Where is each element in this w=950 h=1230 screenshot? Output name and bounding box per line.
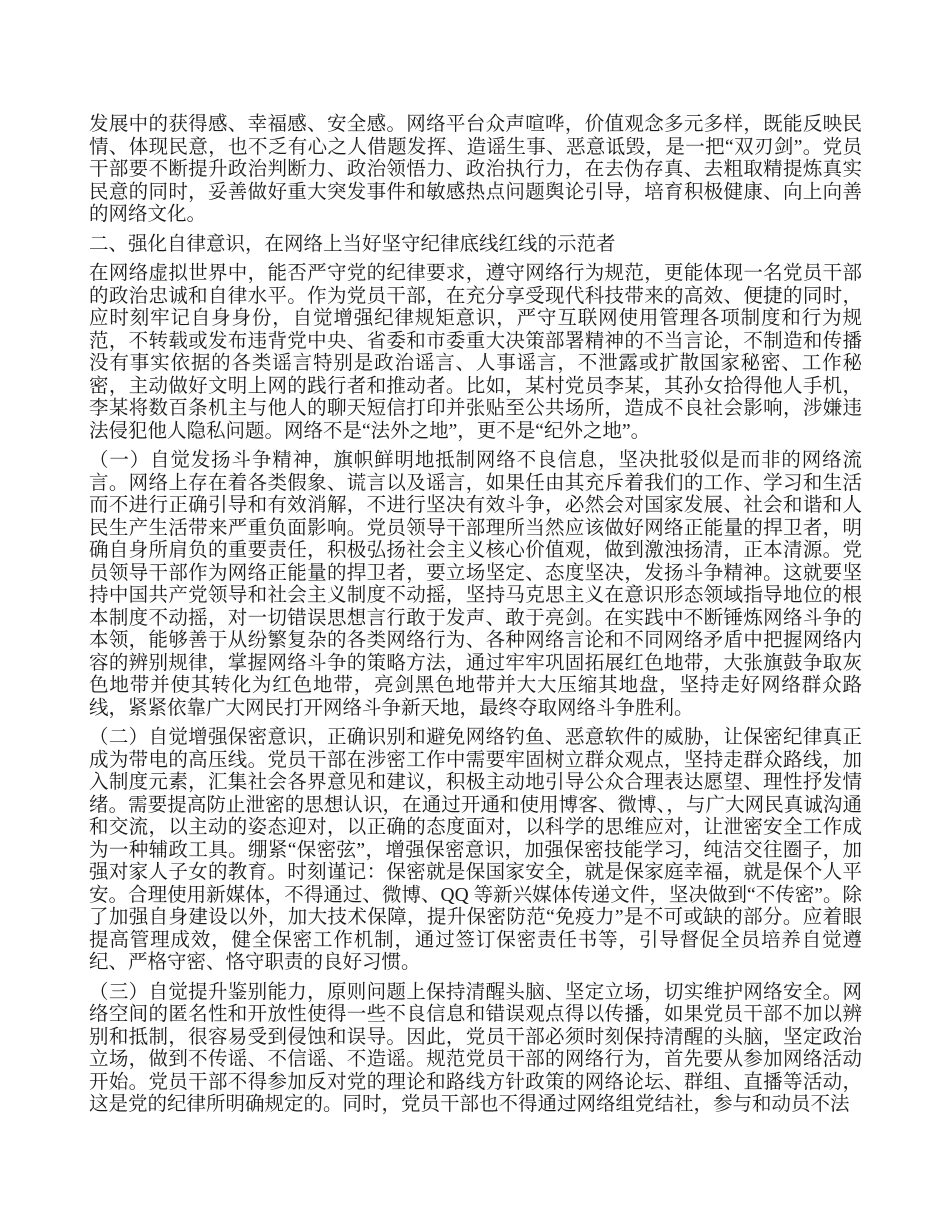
paragraph-point-three-discernment: （三）自觉提升鉴别能力，原则问题上保持清醒头脑、坚定立场，切实维护网络安全。网络空间的匿名性和开放性使得一些不良信息和错误观点得以传播，如果党员干部不加以辨别和抵制，很容易受到侵蚀和误导。因此，党员干部必须时刻保持清醒的头脑，坚定政治立场，做到不传谣、不信谣、不造谣。规范党员干部的网络行为，首先要从参加网络活动开始。党员干部不得参加反对党的理论和路线方针政策的网络论坛、群组、直播等活动，这是党的纪律所明确规定的。同时，党员干部也不得通过网络组党结社，参与和动员不法: [89, 981, 862, 1115]
paragraph-point-one-struggle-spirit: （一）自觉发扬斗争精神，旗帜鲜明地抵制网络不良信息，坚决批驳似是而非的网络流言。网络上存在着各类假象、谎言以及谣言，如果任由其充斥着我们的工作、学习和生活而不进行正确引导和有效消解，不进行坚决有效斗争，必然会对国家发展、社会和谐和人民生产生活带来严重负面影响。党员领导干部理所当然应该做好网络正能量的捍卫者，明确自身所肩负的重要责任，积极弘扬社会主义核心价值观，做到激浊扬清，正本清源。党员领导干部作为网络正能量的捍卫者，要立场坚定、态度坚决，发扬斗争精神。这就要坚持中国共产党领导和社会主义制度不动摇，坚持马克思主义在意识形态领域指导地位的根本制度不动摇，对一切错误思想言行敢于发声、敢于亮剑。在实践中不断锤炼网络斗争的本领，能够善于从纷繁复杂的各类网络行为、各种网络言论和不同网络矛盾中把握网络内容的辨别规律，掌握网络斗争的策略方法，通过牢牢巩固拓展红色地带，大张旗鼓争取灰色地带并使其转化为红色地带，亮剑黑色地带并大大压缩其地盘，坚持走好网络群众路线，紧紧依靠广大网民打开网络斗争新天地，最终夺取网络斗争胜利。: [89, 450, 862, 719]
paragraph-point-two-secrecy-awareness: （二）自觉增强保密意识，正确识别和避免网络钓鱼、恶意软件的威胁，让保密纪律真正成为带电的高压线。党员干部在涉密工作中需要牢固树立群众观点，坚持走群众路线，加入制度元素，汇集社会各界意见和建议，积极主动地引导公众合理表达愿望、理性抒发情绪。需要提高防止泄密的思想认识，在通过开通和使用博客、微博、，与广大网民真诚沟通和交流，以主动的姿态迎对，以正确的态度面对，以科学的思维应对，让泄密安全工作成为一种辅政工具。绷紧“保密弦”，增强保密意识，加强保密技能学习，纯洁交往圈子，加强对家人子女的教育。时刻谨记：保密就是保国家安全，就是保家庭幸福，就是保个人平安。合理使用新媒体，不得通过、微博、QQ 等新兴媒体传递文件，坚决做到“不传密”。除了加强自身建设以外，加大技术保障，提升保密防范“免疫力”是不可或缺的部分。应着眼提高管理成效，健全保密工作机制，通过签订保密责任书等，引导督促全员培养自觉遵纪、严格守密、恪守职责的良好习惯。: [89, 727, 862, 973]
section-heading: 二、强化自律意识，在网络上当好坚守纪律底线红线的示范者: [89, 233, 616, 255]
paragraph-intro-continuation: 发展中的获得感、幸福感、安全感。网络平台众声喧哗，价值观念多元多样，既能反映民情、体现民意，也不乏有心之人借题发挥、造谣生事、恶意诋毁，是一把“双刃剑”。党员干部要不断提升政治判断力、政治领悟力、政治执行力，在去伪存真、去粗取精提炼真实民意的同时，妥善做好重大突发事件和敏感热点问题舆论引导，培育积极健康、向上向善的网络文化。: [89, 114, 862, 225]
paragraph-self-discipline: 在网络虚拟世界中，能否严守党的纪律要求，遵守网络行为规范，更能体现一名党员干部的政治忠诚和自律水平。作为党员干部，在充分享受现代科技带来的高效、便捷的同时，应时刻牢记自身身份，自觉增强纪律规矩意识，严守互联网使用管理各项制度和行为规范，不转载或发布违背党中央、省委和市委重大决策部署精神的不当言论，不制造和传播没有事实依据的各类谣言特别是政治谣言、人事谣言，不泄露或扩散国家秘密、工作秘密，主动做好文明上网的践行者和推动者。比如，某村党员李某，其孙女拾得他人手机，李某将数百条机主与他人的聊天短信打印并张贴至公共场所，造成不良社会影响，涉嫌违法侵犯他人隐私问题。网络不是“法外之地”，更不是“纪外之地”。: [89, 263, 862, 442]
